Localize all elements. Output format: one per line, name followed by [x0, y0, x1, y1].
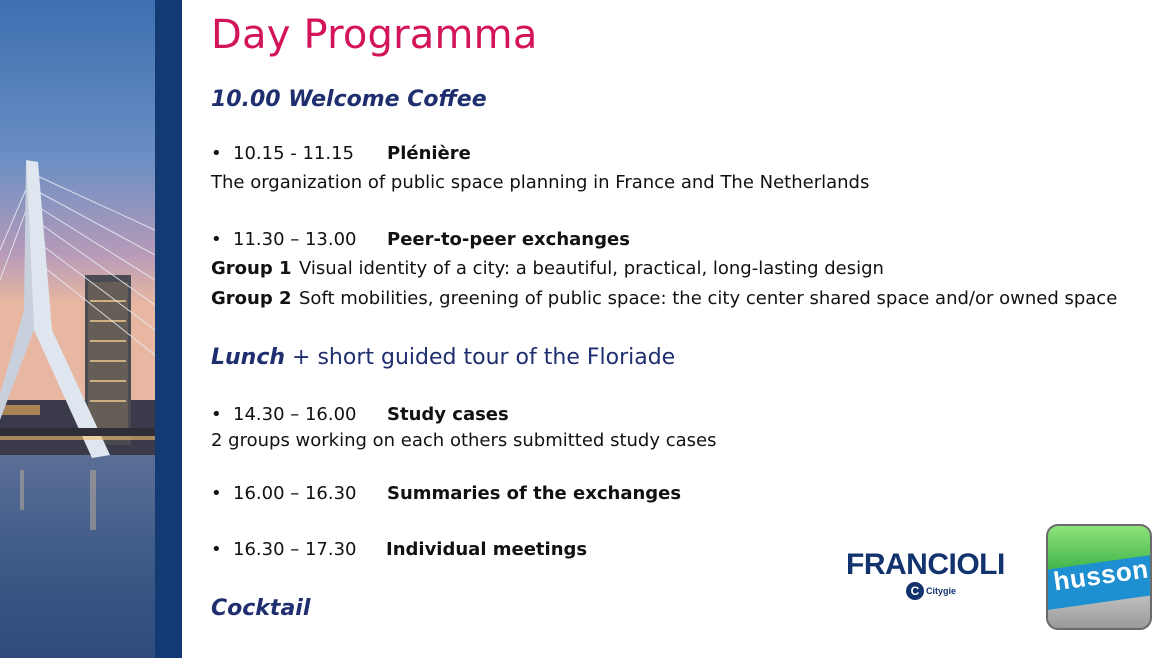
item-label: Study cases: [387, 404, 509, 425]
item-time: 16.30 – 17.30: [233, 539, 357, 560]
group-label: Group 2: [211, 288, 292, 309]
lunch-heading: [211, 345, 675, 370]
husson-wordmark: husson: [1051, 553, 1151, 597]
schedule-item-peer-exchanges: [211, 229, 630, 250]
group-1-line: [211, 258, 884, 279]
item-label: Peer-to-peer exchanges: [387, 229, 630, 250]
schedule-item-individual-meetings: [211, 539, 587, 560]
city-skyline-photo: [0, 0, 155, 658]
schedule-item-study-cases: [211, 404, 509, 425]
cocktail-text: Cocktail: [211, 596, 311, 621]
bullet: •: [211, 539, 222, 560]
francioli-wordmark: FRANCIOLI: [846, 548, 1005, 581]
citygie-mark: [906, 582, 956, 600]
bullet: •: [211, 143, 222, 164]
welcome-coffee-text: 10.00 Welcome Coffee: [211, 87, 487, 112]
pleniere-description: The organization of public space planning in France and The Netherlands: [211, 172, 870, 193]
item-time: 10.15 - 11.15: [233, 143, 354, 164]
schedule-item-pleniere: [211, 143, 471, 164]
group-text: Soft mobilities, greening of public space: the city center shared space and/or owned space: [299, 288, 1118, 309]
item-time: 14.30 – 16.00: [233, 404, 357, 425]
study-cases-description: 2 groups working on each others submitted study cases: [211, 430, 717, 451]
citygie-icon: C: [906, 582, 924, 600]
item-time: 11.30 – 13.00: [233, 229, 357, 250]
welcome-coffee-heading: [211, 87, 487, 112]
erasmus-bridge-illustration: [0, 0, 155, 658]
lunch-rest: + short guided tour of the Floriade: [292, 345, 676, 370]
item-label: Plénière: [387, 143, 471, 164]
item-time: 16.00 – 16.30: [233, 483, 357, 504]
francioli-logo: [846, 548, 1016, 604]
bullet: •: [211, 404, 222, 425]
bullet: •: [211, 229, 222, 250]
citygie-text: Citygie: [926, 586, 957, 596]
item-label: Individual meetings: [386, 539, 588, 560]
schedule-item-summaries: [211, 483, 681, 504]
bullet: •: [211, 483, 222, 504]
item-label: Summaries of the exchanges: [387, 483, 682, 504]
side-band: [155, 0, 182, 658]
lunch-emphasis: Lunch: [211, 345, 286, 370]
slide-title: Day Programma: [211, 12, 538, 58]
group-text: Visual identity of a city: a beautiful, practical, long-lasting design: [299, 258, 884, 279]
husson-logo: [1046, 524, 1152, 630]
cocktail-heading: [211, 596, 310, 621]
group-2-line: [211, 288, 1117, 309]
group-label: Group 1: [211, 258, 292, 279]
